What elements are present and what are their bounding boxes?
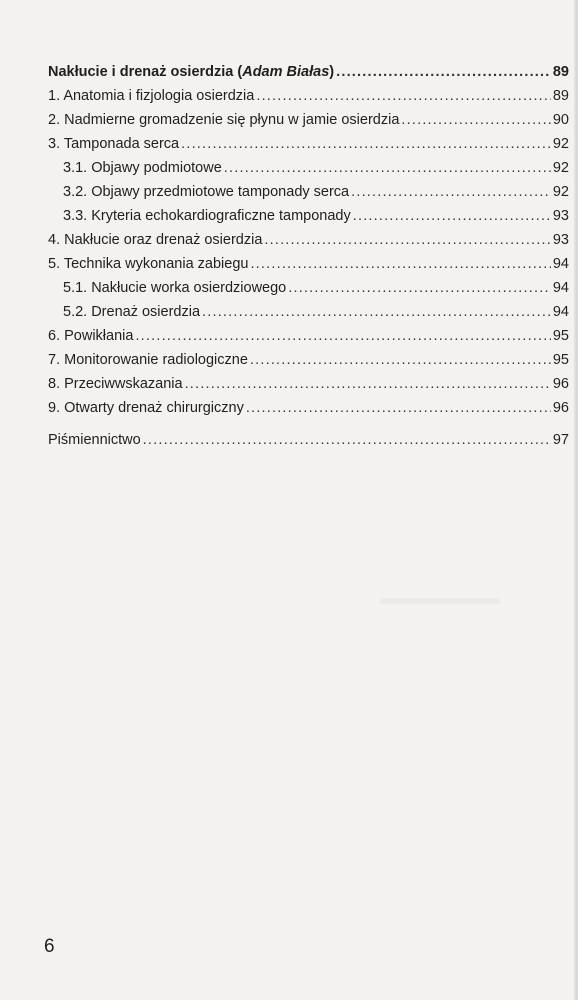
- toc-chapter-title-end: ): [329, 64, 335, 80]
- toc-page-number: 97: [552, 432, 569, 448]
- toc-entry: [48, 396, 569, 420]
- toc-page-number: 89: [552, 88, 569, 104]
- toc-entry-title: 7. Monitorowanie radiologiczne: [48, 352, 248, 368]
- toc-leader-dots: [246, 396, 551, 420]
- toc-entry: [48, 228, 569, 252]
- toc-page-number: 92: [552, 184, 569, 200]
- toc-leader-dots: [401, 108, 550, 132]
- toc-page-number: 93: [552, 232, 569, 248]
- table-of-contents: [48, 60, 569, 452]
- toc-leader-dots: [250, 348, 551, 372]
- toc-chapter-title: [48, 60, 336, 84]
- toc-subentry: [48, 204, 569, 228]
- toc-entry: [48, 108, 569, 132]
- toc-page-number: 95: [552, 352, 569, 368]
- toc-page-number: 92: [552, 136, 569, 152]
- page-number: 6: [44, 936, 55, 957]
- page-edge: [574, 0, 578, 1000]
- toc-leader-dots: [250, 252, 550, 276]
- toc-leader-dots: [181, 132, 551, 156]
- toc-leader-dots: [185, 372, 551, 396]
- toc-entry-title: 3.2. Objawy przedmiotowe tamponady serca: [63, 184, 350, 200]
- toc-chapter-header: [48, 60, 569, 84]
- toc-entry-title: 5. Technika wykonania zabiegu: [48, 256, 249, 272]
- toc-chapter-author: Adam Białas: [242, 64, 330, 80]
- toc-leader-dots: [336, 60, 551, 84]
- toc-entry: [48, 372, 569, 396]
- toc-page-number: 93: [552, 208, 569, 224]
- toc-leader-dots: [353, 204, 551, 228]
- toc-subentry: [48, 300, 569, 324]
- toc-entry-title: 5.2. Drenaż osierdzia: [63, 304, 201, 320]
- toc-entry: [48, 84, 569, 108]
- toc-entry-title: 8. Przeciwwskazania: [48, 376, 183, 392]
- toc-entry-title: 3.1. Objawy podmiotowe: [63, 160, 222, 176]
- toc-page-number: 96: [552, 376, 569, 392]
- toc-entry-title: 2. Nadmierne gromadzenie się płynu w jamie osierdzia: [48, 112, 400, 128]
- toc-page-number: 92: [552, 160, 569, 176]
- toc-entry-title: 5.1. Nakłucie worka osierdziowego: [63, 280, 287, 296]
- toc-leader-dots: [224, 156, 551, 180]
- toc-chapter-title-text: Nakłucie i drenaż osierdzia (: [48, 64, 243, 80]
- toc-entry-title: 3.3. Kryteria echokardiograficzne tamponady: [63, 208, 351, 224]
- toc-entry-title: 3. Tamponada serca: [48, 136, 180, 152]
- toc-page-number: 94: [552, 256, 569, 272]
- toc-subentry: [48, 180, 569, 204]
- toc-entry-title: 9. Otwarty drenaż chirurgiczny: [48, 400, 244, 416]
- toc-leader-dots: [143, 428, 551, 452]
- toc-entry: [48, 324, 569, 348]
- toc-entry-title: 4. Nakłucie oraz drenaż osierdzia: [48, 232, 263, 248]
- show-through-smudge: [380, 598, 500, 604]
- toc-entry-title: Piśmiennictwo: [48, 432, 141, 448]
- toc-subentry: [48, 276, 569, 300]
- toc-subentry: [48, 156, 569, 180]
- toc-leader-dots: [351, 180, 551, 204]
- toc-bibliography: [48, 428, 569, 452]
- toc-leader-dots: [288, 276, 551, 300]
- toc-leader-dots: [264, 228, 550, 252]
- toc-leader-dots: [202, 300, 551, 324]
- toc-entry-title: 6. Powikłania: [48, 328, 134, 344]
- toc-page-number: 90: [552, 112, 569, 128]
- toc-page-number: 96: [552, 400, 569, 416]
- toc-leader-dots: [256, 84, 551, 108]
- toc-leader-dots: [135, 324, 550, 348]
- toc-entry: [48, 132, 569, 156]
- toc-entry: [48, 348, 569, 372]
- toc-page-number: 89: [552, 64, 569, 80]
- toc-page-number: 94: [552, 304, 569, 320]
- toc-entry: [48, 252, 569, 276]
- toc-page-number: 95: [552, 328, 569, 344]
- toc-page-number: 94: [552, 280, 569, 296]
- toc-entry-title: 1. Anatomia i fizjologia osierdzia: [48, 88, 255, 104]
